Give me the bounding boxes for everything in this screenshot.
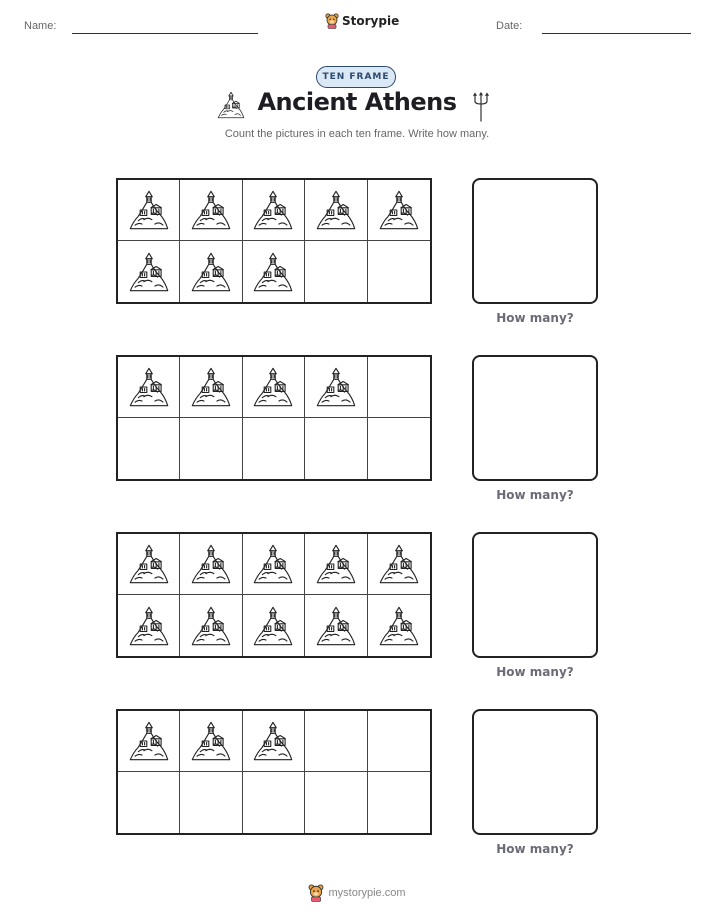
acropolis-icon	[251, 602, 295, 650]
ten-frame-cell	[305, 357, 367, 418]
ten-frame-cell	[305, 711, 367, 772]
acropolis-icon	[189, 602, 233, 650]
ten-frame-cell	[305, 180, 367, 241]
ten-frame-cell	[180, 357, 242, 418]
name-line[interactable]	[72, 33, 258, 34]
date-line[interactable]	[542, 33, 691, 34]
ten-frame-cell	[368, 534, 430, 595]
ten-frame-cell	[368, 711, 430, 772]
acropolis-icon	[189, 717, 233, 765]
bear-mascot-icon	[325, 13, 339, 29]
ten-frame-cell	[180, 241, 242, 302]
page-title: Ancient Athens	[257, 88, 457, 116]
acropolis-icon	[127, 186, 171, 234]
ten-frame-cell	[243, 418, 305, 479]
ten-frame-cell	[180, 180, 242, 241]
footer	[0, 884, 714, 902]
ten-frame-cell	[368, 241, 430, 302]
ten-frame-cell	[243, 180, 305, 241]
how-many-label: How many?	[496, 665, 574, 679]
answer-box[interactable]	[472, 178, 598, 304]
ten-frame-cell	[118, 772, 180, 833]
ten-frame-cell	[368, 418, 430, 479]
ten-frame	[116, 532, 432, 658]
ten-frame-cell	[243, 241, 305, 302]
ten-frame-cell	[180, 711, 242, 772]
footer-url[interactable]: mystorypie.com	[328, 887, 406, 899]
acropolis-icon	[314, 363, 358, 411]
acropolis-icon	[127, 540, 171, 588]
acropolis-icon	[377, 186, 421, 234]
ten-frame-cell	[180, 595, 242, 656]
acropolis-icon	[251, 248, 295, 296]
ten-frame-cell	[368, 772, 430, 833]
ten-frame-cell	[243, 711, 305, 772]
ten-frame-cell	[305, 534, 367, 595]
acropolis-icon	[314, 602, 358, 650]
ten-frame-cell	[368, 180, 430, 241]
ten-frame	[116, 178, 432, 304]
answer-box[interactable]	[472, 355, 598, 481]
acropolis-icon	[189, 186, 233, 234]
acropolis-icon	[251, 717, 295, 765]
ten-frame-cell	[118, 357, 180, 418]
ten-frame-cell	[243, 772, 305, 833]
how-many-label: How many?	[496, 488, 574, 502]
acropolis-icon	[127, 602, 171, 650]
bear-mascot-icon	[308, 884, 324, 902]
acropolis-icon	[377, 540, 421, 588]
name-label: Name:	[24, 20, 57, 32]
ten-frame-cell	[180, 534, 242, 595]
how-many-label: How many?	[496, 842, 574, 856]
worksheet-type-badge: TEN FRAME	[316, 66, 396, 88]
acropolis-icon	[377, 602, 421, 650]
acropolis-icon	[251, 540, 295, 588]
answer-box[interactable]	[472, 709, 598, 835]
ten-frame-cell	[243, 534, 305, 595]
ten-frame-cell	[118, 418, 180, 479]
ten-frame-cell	[305, 772, 367, 833]
acropolis-icon	[251, 186, 295, 234]
ten-frame-cell	[118, 711, 180, 772]
how-many-label: How many?	[496, 311, 574, 325]
ten-frame	[116, 709, 432, 835]
acropolis-icon	[189, 363, 233, 411]
answer-box[interactable]	[472, 532, 598, 658]
acropolis-icon	[127, 717, 171, 765]
acropolis-icon	[127, 363, 171, 411]
acropolis-icon	[127, 248, 171, 296]
acropolis-icon	[314, 540, 358, 588]
ten-frame-cell	[180, 418, 242, 479]
ten-frame-cell	[118, 534, 180, 595]
acropolis-icon	[189, 248, 233, 296]
ten-frame-cell	[305, 418, 367, 479]
ten-frame-cell	[118, 241, 180, 302]
ten-frame-cell	[180, 772, 242, 833]
date-label: Date:	[496, 20, 523, 32]
acropolis-icon	[314, 186, 358, 234]
brand-name: Storypie	[342, 14, 400, 28]
ten-frame-cell	[368, 357, 430, 418]
instructions: Count the pictures in each ten frame. Write how many.	[224, 128, 490, 140]
ten-frame-cell	[118, 595, 180, 656]
ten-frame-cell	[368, 595, 430, 656]
ten-frame-cell	[118, 180, 180, 241]
ten-frame-cell	[305, 595, 367, 656]
brand-logo	[325, 13, 399, 29]
acropolis-icon	[189, 540, 233, 588]
ten-frame-cell	[243, 357, 305, 418]
ten-frame-cell	[243, 595, 305, 656]
acropolis-icon	[251, 363, 295, 411]
ten-frame-cell	[305, 241, 367, 302]
trident-icon	[472, 92, 490, 122]
ten-frame	[116, 355, 432, 481]
